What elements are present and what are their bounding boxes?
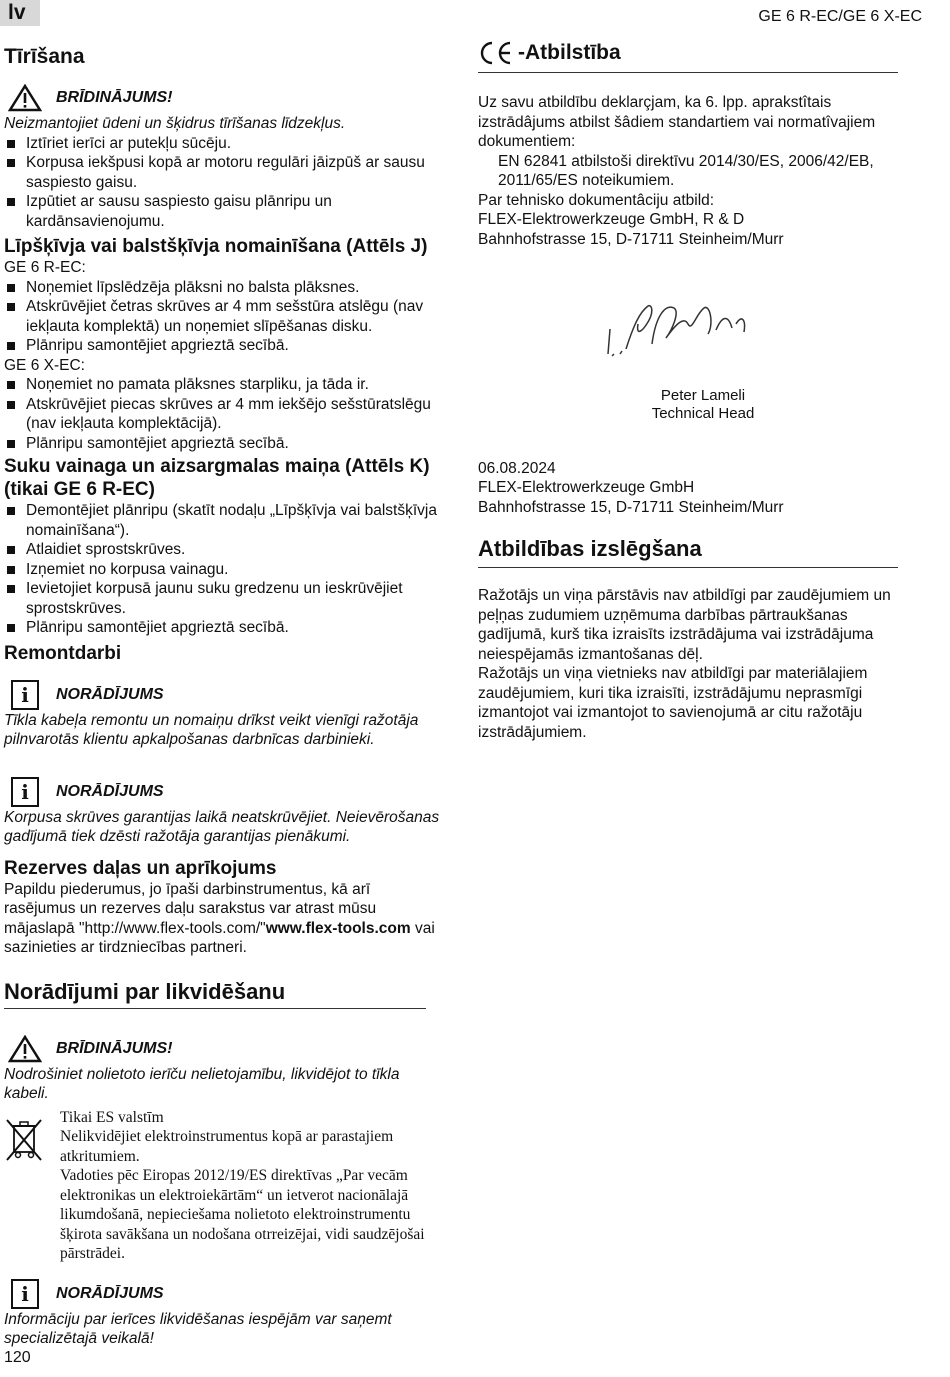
list-item: Ievietojiet korpusā jaunu suku gredzenu un ieskrūvējiet sprostskrūves. [4, 579, 444, 618]
warning-text: Neizmantojiet ūdeni un šķidrus tīrīšanas līdzekļus. [4, 115, 346, 132]
disposal-title: Norādījumi par likvidēšanu [4, 978, 426, 1009]
list-item: Demontējiet plānripu (skatīt nodaļu „Līpšķīvja vai balstšķīvja nomainīšana“). [4, 501, 444, 540]
repair-note-2 [4, 776, 444, 808]
list-item: Izpūtiet ar sausu saspiesto gaisu plānripu un kardānsavienojumu. [4, 192, 444, 231]
warning-text: Nodrošiniet nolietoto ierīču nelietojamību, likvidējot to tīkla kabeli. [4, 1065, 400, 1102]
list-item: Korpusa iekšpusi kopā ar motoru regulāri jāizpūš ar sausu saspiesto gaisu. [4, 153, 444, 192]
signature-block [596, 269, 796, 423]
note-text: Korpusa skrūves garantijas laikā neatskrūvējiet. Neievērošanas gadījumā tiek dzēsti ražotāja garantijas pienākumi. [4, 808, 440, 845]
list-item: Atlaidiet sprostskrūves. [4, 540, 444, 560]
eu-paragraph: Vadoties pēc Eiropas 2012/19/ES direktīvas „Par vecām elektronikas un elektroiekārtām“ un ietverot nacionālajā likumdošanā, nepieciešama nolietoto elektroinstrumentu šķirota savākšana un nodošana otrreizējai, vidi saudzējošai pārstrādei. [60, 1167, 425, 1262]
repair-note-1 [4, 679, 444, 711]
company-name: FLEX-Elektrowerkzeuge GmbH, R & D [478, 211, 745, 228]
company-address-2: Bahnhofstrasse 15, D-71711 Steinheim/Murr [478, 498, 784, 516]
eu-label: Tikai ES valstīm [60, 1108, 164, 1126]
info-icon: i [11, 680, 39, 710]
liability-paragraph-1: Ražotājs un viņa pārstāvis nav atbildīgi par zaudējumiem un peļņas zudumiem uzņēmuma darbības pārtraukšanas gadījumā, kurš tika izraisīts izstrādājuma vai izstrādājuma neiespējamās izmantošanas dēļ. [478, 587, 891, 663]
declaration-date: 06.08.2024 [478, 459, 556, 477]
model-header: GE 6 R-EC/GE 6 X-EC [758, 8, 922, 25]
eu-disposal-text [60, 1108, 444, 1264]
model-label-r: GE 6 R-EC: [4, 259, 86, 276]
list-item: Noņemiet līpslēdzēja plāksni no balsta plāksnes. [4, 278, 444, 298]
warning-icon [4, 1033, 46, 1065]
warning-icon [4, 82, 46, 114]
left-column [4, 44, 444, 1349]
list-item: Izņemiet no korpusa vainagu. [4, 560, 444, 580]
ce-title-row [478, 40, 898, 73]
info-icon-box [4, 776, 46, 808]
sanding-r-list [4, 278, 444, 356]
company-address: Bahnhofstrasse 15, D-71711 Steinheim/Murr [478, 230, 784, 248]
language-tag: lv [0, 0, 40, 26]
repair-title: Remontdarbi [4, 642, 122, 664]
disposal-warning [4, 1033, 444, 1065]
disposal-note [4, 1278, 444, 1310]
brush-ring-title: Suku vainaga un aizsargmalas maiņa (Attēls K) (tikai GE 6 R-EC) [4, 456, 430, 500]
note-title: NORĀDĪJUMS [56, 685, 164, 703]
info-icon-box [4, 1278, 46, 1310]
company-name-2: FLEX-Elektrowerkzeuge GmbH [478, 479, 695, 496]
crossed-bin-icon [4, 1108, 46, 1264]
eu-paragraph: Nelikvidējiet elektroinstrumentus kopā ar parastajiem atkritumiem. [60, 1128, 394, 1165]
ce-standard: EN 62841 atbilstoši direktīvu 2014/30/ES, 2006/42/EB, 2011/65/ES noteikumiem. [498, 152, 874, 189]
note-text: Tīkla kabeļa remontu un nomaiņu drīkst veikt vienīgi ražotāja pilnvarotās klientu apkalpošanas darbnīcas darbinieki. [4, 711, 419, 748]
list-item: Iztīriet ierīci ar putekļu sūcēju. [4, 134, 444, 154]
signer-name: Peter Lameli [660, 386, 746, 404]
liability-title: Atbildības izslēgšana [478, 535, 898, 568]
cleaning-list [4, 134, 444, 232]
eu-disposal-block [4, 1108, 444, 1264]
signer-role: Technical Head [651, 404, 755, 422]
model-label-x: GE 6 X-EC: [4, 356, 85, 374]
liability-paragraph-2: Ražotājs un viņa vietnieks nav atbildīgi par materiālajiem zaudējumiem, kuri tika izraisīti, izstrādājumu neprasmīgi izmantojot vai izmantojot to savienojumā ar citu ražotāju izstrādājumiem. [478, 665, 868, 741]
info-icon: i [11, 1279, 39, 1309]
list-item: Atskrūvējiet piecas skrūves ar 4 mm iekšējo sešstūratslēgu (nav iekļauta komplektācijā). [4, 395, 444, 434]
brush-list [4, 501, 444, 638]
warning-title: BRĪDINĀJUMS! [56, 1039, 173, 1057]
note-text: Informāciju par ierīces likvidēšanas iespējām var saņemt specializētajā veikalā! [4, 1310, 392, 1347]
info-icon-box [4, 679, 46, 711]
list-item: Plānripu samontējiet apgrieztā secībā. [4, 336, 444, 356]
warning-title: BRĪDINĀJUMS! [56, 89, 173, 106]
note-title: NORĀDĪJUMS [56, 1284, 164, 1302]
signature-image [596, 269, 796, 389]
spares-title: Rezerves daļas un aprīkojums [4, 857, 277, 879]
list-item: Noņemiet no pamata plāksnes starpliku, ja tāda ir. [4, 375, 444, 395]
spares-text-start: Papildu piederumus, jo īpaši darbinstrumentus, kā arī rasējumus un rezerves daļu sarakstus var atrast mūsu mājaslapā "http://www.flex-tools.com/" [4, 880, 377, 937]
note-title: NORĀDĪJUMS [56, 782, 164, 800]
sanding-pad-title: Līpšķīvja vai balstšķīvja nomainīšana (Attēls J) [4, 236, 428, 257]
sanding-x-list [4, 375, 444, 453]
ce-mark-icon [478, 40, 516, 66]
info-icon: i [11, 777, 39, 807]
tech-doc-label: Par tehnisko dokumentâciju atbild: [478, 191, 715, 209]
list-item: Plānripu samontējiet apgrieztā secībā. [4, 618, 444, 638]
spares-text [4, 880, 444, 958]
list-item: Atskrūvējiet četras skrūves ar 4 mm sešstūra atslēgu (nav iekļauta komplektā) un noņemiet slīpēšanas disku. [4, 297, 444, 336]
ce-title: -Atbilstība [518, 41, 621, 64]
list-item: Plānripu samontējiet apgrieztā secībā. [4, 434, 444, 454]
cleaning-warning [4, 82, 444, 114]
ce-intro: Uz savu atbildību deklarçjam, ka 6. lpp. aprakstîtais izstrādâjums atbilst šâdiem standartiem vai normatîvajiem dokumentiem: [478, 94, 876, 150]
page-number: 120 [4, 1349, 31, 1366]
right-column [478, 40, 918, 742]
website-link[interactable]: www.flex-tools.com [265, 919, 411, 937]
spares-text-end: vai sazinieties ar tirdzniecības partneri. [4, 919, 435, 956]
cleaning-title: Tīrīšana [4, 45, 85, 68]
